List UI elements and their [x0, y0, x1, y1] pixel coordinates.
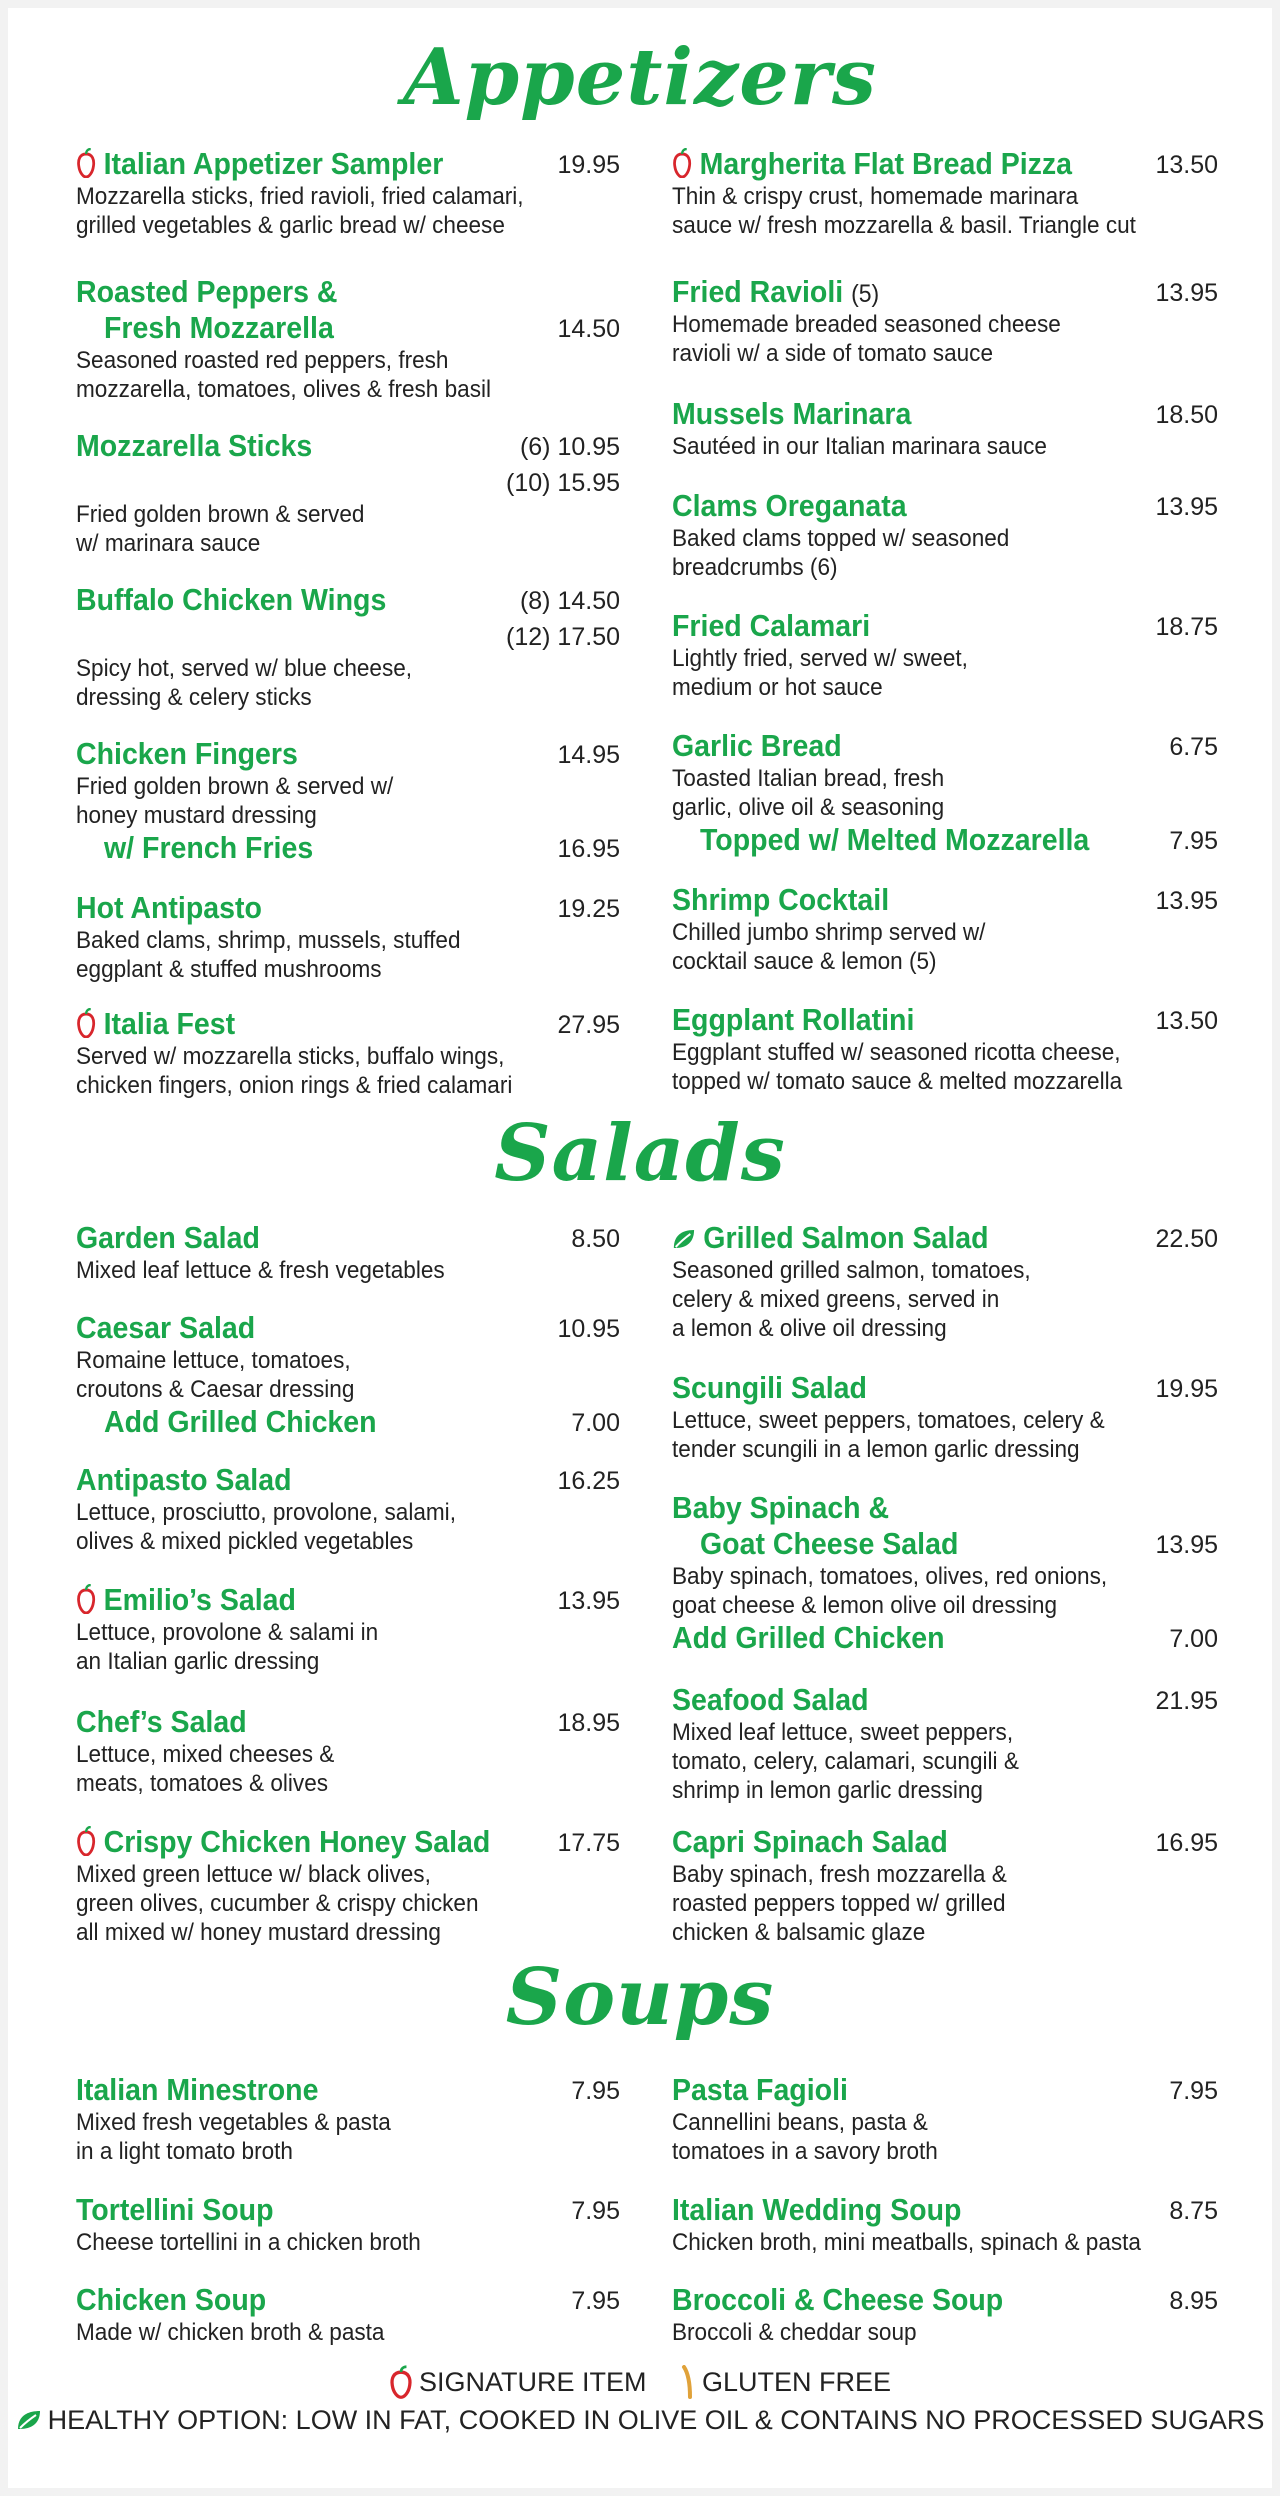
item-name: Mussels Marinara [672, 396, 912, 431]
leaf-icon [16, 2409, 42, 2431]
section-title-soups: Soups [505, 1952, 775, 2043]
menu-item-capri-spinach-salad [672, 1824, 1218, 1947]
item-price: 18.50 [1155, 401, 1218, 429]
menu-item-tortellini-soup [76, 2192, 620, 2257]
menu-item-garlic-bread [672, 728, 1218, 858]
item-name: Shrimp Cocktail [672, 882, 890, 917]
item-price: 13.95 [557, 1587, 620, 1615]
menu-item-fried-calamari [672, 608, 1218, 702]
item-price: 17.75 [557, 1829, 620, 1857]
item-name: Seafood Salad [672, 1682, 869, 1717]
item-desc-line: Eggplant stuffed w/ seasoned ricotta cheese, [672, 1039, 1121, 1066]
item-price: 16.95 [1155, 1829, 1218, 1857]
item-price: 19.95 [557, 151, 620, 179]
item-desc-line: Chilled jumbo shrimp served w/ [672, 919, 986, 946]
pepper-icon [76, 148, 96, 178]
item-desc-line: Mixed leaf lettuce, sweet peppers, [672, 1719, 1014, 1746]
item-name-line2: Fresh Mozzarella [104, 310, 334, 345]
item-name: Baby Spinach & [672, 1490, 890, 1525]
item-desc-line: w/ marinara sauce [76, 530, 261, 557]
item-price: 10.95 [557, 1315, 620, 1343]
item-desc-line: ravioli w/ a side of tomato sauce [672, 340, 994, 367]
item-desc-line: green olives, cucumber & crispy chicken [76, 1890, 479, 1917]
pepper-icon [389, 2365, 413, 2399]
item-desc-line: Sautéed in our Italian marinara sauce [672, 433, 1047, 460]
item-price: 13.50 [1155, 151, 1218, 179]
item-addon-price: 7.00 [571, 1409, 620, 1437]
menu-item-hot-antipasto [76, 890, 620, 984]
item-desc-line: topped w/ tomato sauce & melted mozzarella [672, 1068, 1123, 1095]
item-desc-line: grilled vegetables & garlic bread w/ cheese [76, 212, 505, 239]
item-desc-line: Romaine lettuce, tomatoes, [76, 1347, 351, 1374]
item-addon: Add Grilled Chicken [104, 1404, 377, 1439]
item-name: Chef’s Salad [76, 1704, 247, 1739]
item-desc-line: a lemon & olive oil dressing [672, 1315, 947, 1342]
pepper-icon [672, 148, 692, 178]
item-desc-line: Cannellini beans, pasta & [672, 2109, 928, 2136]
salads-left-column [76, 1220, 620, 1960]
item-name: Capri Spinach Salad [672, 1824, 948, 1859]
item-desc-line: Seasoned roasted red peppers, fresh [76, 347, 449, 374]
item-desc-line: breadcrumbs (6) [672, 554, 838, 581]
menu-item-broccoli-cheese-soup [672, 2282, 1218, 2347]
item-price: 7.95 [1169, 2077, 1218, 2105]
legend-gluten-label: GLUTEN FREE [702, 2366, 892, 2397]
pepper-icon [76, 1584, 96, 1614]
item-name-line2: Goat Cheese Salad [700, 1526, 959, 1561]
item-desc-line: Fried golden brown & served [76, 501, 365, 528]
menu-item-garden-salad [76, 1220, 620, 1285]
item-name: Italian Wedding Soup [672, 2192, 962, 2227]
salads-right-column [672, 1220, 1218, 1960]
menu-item-italian-minestrone [76, 2072, 620, 2166]
item-desc-line: mozzarella, tomatoes, olives & fresh basil [76, 376, 492, 403]
menu-item-margherita-flat-bread-pizza [672, 146, 1218, 240]
item-desc-line: shrimp in lemon garlic dressing [672, 1777, 983, 1804]
item-desc-line: Fried golden brown & served w/ [76, 773, 394, 800]
menu-item-antipasto-salad [76, 1462, 620, 1556]
item-price-large: (12) 17.50 [506, 623, 620, 651]
item-price: 8.50 [571, 1225, 620, 1253]
soups-right-column [672, 2072, 1218, 2362]
item-price: 13.50 [1155, 1007, 1218, 1035]
item-desc-line: tomato, celery, calamari, scungili & [672, 1748, 1019, 1775]
item-name: Fried Ravioli [672, 274, 844, 309]
item-desc-line: Toasted Italian bread, fresh [672, 765, 945, 792]
menu-item-scungili-salad [672, 1370, 1218, 1464]
item-price: 27.95 [557, 1011, 620, 1039]
item-price: 7.95 [571, 2197, 620, 2225]
menu-page [8, 8, 1272, 2488]
menu-item-clams-oreganata [672, 488, 1218, 582]
item-desc-line: Baked clams, shrimp, mussels, stuffed [76, 927, 461, 954]
item-desc-line: Thin & crispy crust, homemade marinara [672, 183, 1079, 210]
legend-healthy-label: HEALTHY OPTION: LOW IN FAT, COOKED IN OLIVE OIL & CONTAINS NO PROCESSED SUGARS [47, 2404, 1265, 2435]
pepper-icon [76, 1826, 96, 1856]
item-price: 14.50 [557, 315, 620, 343]
item-desc-line: Broccoli & cheddar soup [672, 2319, 917, 2346]
menu-item-buffalo-chicken-wings [76, 582, 620, 712]
item-desc-line: Seasoned grilled salmon, tomatoes, [672, 1257, 1031, 1284]
item-name: Clams Oreganata [672, 488, 907, 523]
item-desc-line: sauce w/ fresh mozzarella & basil. Triangle cut [672, 212, 1136, 239]
item-desc-line: chicken & balsamic glaze [672, 1919, 926, 1946]
item-desc-line: meats, tomatoes & olives [76, 1770, 329, 1797]
menu-item-caesar-salad [76, 1310, 620, 1440]
item-name: Mozzarella Sticks [76, 428, 313, 463]
menu-item-pasta-fagioli [672, 2072, 1218, 2166]
wheat-icon [678, 2365, 696, 2399]
item-name: Pasta Fagioli [672, 2072, 848, 2107]
item-price-large: (10) 15.95 [506, 469, 620, 497]
item-desc-line: all mixed w/ honey mustard dressing [76, 1919, 441, 1946]
section-title-salads: Salads [494, 1108, 786, 1199]
item-name: Scungili Salad [672, 1370, 867, 1405]
item-name: Broccoli & Cheese Soup [672, 2282, 1004, 2317]
item-desc-line: garlic, olive oil & seasoning [672, 794, 945, 821]
item-name: Caesar Salad [76, 1310, 256, 1345]
item-name: Grilled Salmon Salad [703, 1220, 989, 1255]
menu-item-italian-wedding-soup [672, 2192, 1218, 2257]
item-desc-line: Lettuce, prosciutto, provolone, salami, [76, 1499, 456, 1526]
item-name: Italia Fest [103, 1006, 236, 1041]
menu-item-emilios-salad [76, 1582, 620, 1676]
menu-item-baby-spinach-goat-cheese-salad [672, 1490, 1218, 1656]
soups-left-column [76, 2072, 620, 2362]
item-price: 8.95 [1169, 2287, 1218, 2315]
menu-item-italia-fest [76, 1006, 620, 1100]
item-desc-line: Mixed fresh vegetables & pasta [76, 2109, 391, 2136]
menu-item-chefs-salad [76, 1704, 620, 1798]
appetizers-left-column [76, 146, 620, 1106]
menu-item-fried-ravioli [672, 274, 1218, 368]
item-desc-line: Spicy hot, served w/ blue cheese, [76, 655, 413, 682]
item-desc-line: Baby spinach, fresh mozzarella & [672, 1861, 1007, 1888]
item-desc-line: croutons & Caesar dressing [76, 1376, 355, 1403]
item-desc-line: Baby spinach, tomatoes, olives, red onions, [672, 1563, 1108, 1590]
item-price-small: (6) 10.95 [519, 433, 620, 461]
item-desc-line: Lightly fried, served w/ sweet, [672, 645, 968, 672]
item-price: 7.95 [571, 2287, 620, 2315]
item-price: 19.25 [557, 895, 620, 923]
item-price: 18.75 [1155, 613, 1218, 641]
menu-item-chicken-soup [76, 2282, 620, 2347]
item-addon-price: 7.00 [1169, 1625, 1218, 1653]
legend-row-1 [8, 2362, 1272, 2398]
item-desc-line: dressing & celery sticks [76, 684, 312, 711]
item-desc-line: olives & mixed pickled vegetables [76, 1528, 414, 1555]
item-desc-line: Mixed leaf lettuce & fresh vegetables [76, 1257, 445, 1284]
item-desc-line: honey mustard dressing [76, 802, 317, 829]
item-name: Tortellini Soup [76, 2192, 274, 2227]
item-desc-line: Lettuce, mixed cheeses & [76, 1741, 335, 1768]
item-desc-line: Chicken broth, mini meatballs, spinach & pasta [672, 2229, 1141, 2256]
item-desc-line: tomatoes in a savory broth [672, 2138, 938, 2165]
item-name: Crispy Chicken Honey Salad [103, 1824, 491, 1859]
item-desc-line: cocktail sauce & lemon (5) [672, 948, 937, 975]
item-price: 19.95 [1155, 1375, 1218, 1403]
leaf-icon [672, 1228, 696, 1250]
pepper-icon [76, 1008, 96, 1038]
item-name: Chicken Soup [76, 2282, 267, 2317]
item-desc-line: chicken fingers, onion rings & fried calamari [76, 1072, 513, 1099]
item-price: 14.95 [557, 741, 620, 769]
item-desc-line: Served w/ mozzarella sticks, buffalo wings, [76, 1043, 505, 1070]
item-addon-price: 16.95 [557, 835, 620, 863]
item-name: Garden Salad [76, 1220, 260, 1255]
item-price: 13.95 [1155, 493, 1218, 521]
item-desc-line: Mixed green lettuce w/ black olives, [76, 1861, 431, 1888]
item-price: 18.95 [557, 1709, 620, 1737]
item-desc-line: in a light tomato broth [76, 2138, 293, 2165]
menu-item-grilled-salmon-salad [672, 1220, 1218, 1343]
item-price: 7.95 [571, 2077, 620, 2105]
item-addon: w/ French Fries [104, 830, 314, 865]
menu-item-italian-appetizer-sampler [76, 146, 620, 240]
item-name: Italian Appetizer Sampler [103, 146, 444, 181]
item-addon-price: 7.95 [1169, 827, 1218, 855]
item-price: 22.50 [1155, 1225, 1218, 1253]
item-price-small: (8) 14.50 [519, 587, 620, 615]
item-desc-line: Made w/ chicken broth & pasta [76, 2319, 385, 2346]
item-desc-line: eggplant & stuffed mushrooms [76, 956, 382, 983]
menu-item-roasted-peppers [76, 274, 620, 404]
item-desc-line: roasted peppers topped w/ grilled [672, 1890, 1006, 1917]
item-desc-line: Cheese tortellini in a chicken broth [76, 2229, 421, 2256]
item-price: 6.75 [1169, 733, 1218, 761]
item-addon: Add Grilled Chicken [672, 1620, 945, 1655]
item-desc-line: medium or hot sauce [672, 674, 883, 701]
section-title-appetizers: Appetizers [403, 32, 877, 123]
item-price: 13.95 [1155, 279, 1218, 307]
menu-item-crispy-chicken-honey-salad [76, 1824, 620, 1947]
item-name: Antipasto Salad [76, 1462, 292, 1497]
item-quantity: (5) [851, 280, 880, 308]
menu-item-shrimp-cocktail [672, 882, 1218, 976]
item-price: 21.95 [1155, 1687, 1218, 1715]
item-price: 8.75 [1169, 2197, 1218, 2225]
item-desc-line: celery & mixed greens, served in [672, 1286, 1000, 1313]
item-name: Margherita Flat Bread Pizza [699, 146, 1073, 181]
item-name: Italian Minestrone [76, 2072, 319, 2107]
item-name: Garlic Bread [672, 728, 842, 763]
item-name: Fried Calamari [672, 608, 871, 643]
item-price: 16.25 [557, 1467, 620, 1495]
menu-item-seafood-salad [672, 1682, 1218, 1805]
menu-item-mussels-marinara [672, 396, 1218, 461]
item-desc-line: Lettuce, provolone & salami in [76, 1619, 379, 1646]
item-desc-line: an Italian garlic dressing [76, 1648, 320, 1675]
item-name: Chicken Fingers [76, 736, 298, 771]
item-name: Hot Antipasto [76, 890, 262, 925]
item-name: Roasted Peppers & [76, 274, 338, 309]
legend-signature-label: SIGNATURE ITEM [418, 2366, 647, 2397]
item-desc-line: Baked clams topped w/ seasoned [672, 525, 1010, 552]
appetizers-right-column [672, 146, 1218, 1106]
menu-item-chicken-fingers [76, 736, 620, 866]
legend-row-2 [8, 2400, 1272, 2436]
item-name: Emilio’s Salad [103, 1582, 296, 1617]
item-price: 13.95 [1155, 1531, 1218, 1559]
item-price: 13.95 [1155, 887, 1218, 915]
menu-item-eggplant-rollatini [672, 1002, 1218, 1096]
item-name: Buffalo Chicken Wings [76, 582, 387, 617]
item-desc-line: Lettuce, sweet peppers, tomatoes, celery & [672, 1407, 1105, 1434]
item-name: Eggplant Rollatini [672, 1002, 915, 1037]
menu-item-mozzarella-sticks [76, 428, 620, 558]
item-desc-line: goat cheese & lemon olive oil dressing [672, 1592, 1058, 1619]
item-desc-line: Homemade breaded seasoned cheese [672, 311, 1061, 338]
item-desc-line: Mozzarella sticks, fried ravioli, fried calamari, [76, 183, 524, 210]
item-addon: Topped w/ Melted Mozzarella [700, 822, 1090, 857]
item-desc-line: tender scungili in a lemon garlic dressing [672, 1436, 1080, 1463]
